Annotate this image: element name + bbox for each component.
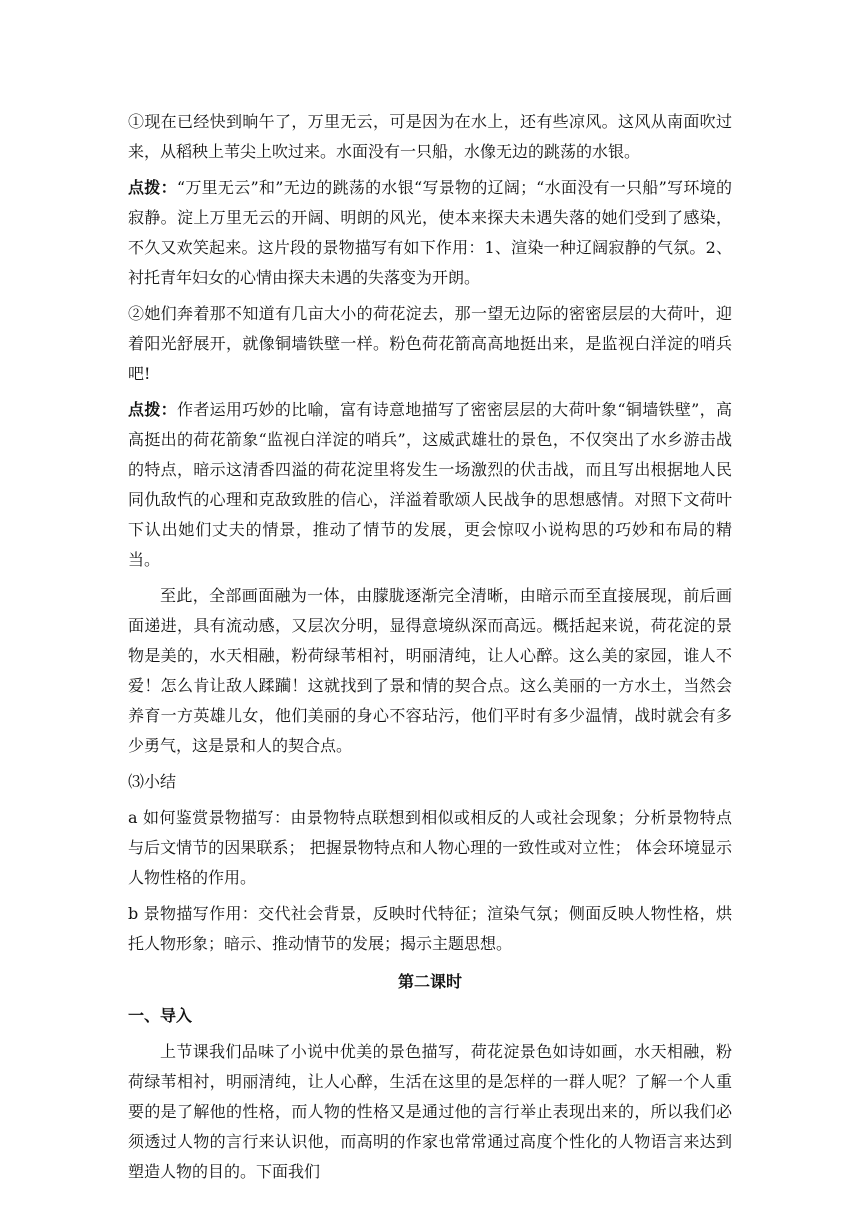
- paragraph-note-1: [128, 173, 732, 293]
- summary-heading: ⑶小结: [128, 772, 177, 791]
- paragraph-conclusion: 至此，全部画面融为一体，由朦胧逐渐完全清晰，由暗示而至直接展现，前后画面递进，具有流动感，又层次分明，显得意境纵深而高远。概括起来说，荷花淀的景物是美的，水天相融，粉荷绿苇相衬，明丽清纯，让人心醉。这么美的家园，谁人不爱！怎么肯让敌人蹂躏！这就找到了景和情的契合点。这么美丽的一方水土，当然会养育一方英雄儿女，他们美丽的身心不容玷污，他们平时有多少温情，战时就会有多少勇气，这是景和人的契合点。: [128, 586, 732, 755]
- note-text: “万里无云”和”无边的跳荡的水银“写景物的辽阔；“水面没有一只船”写环境的寂静。淀上万里无云的开阔、明朗的风光，使本来探夫未遇失落的她们受到了感染，不久又欢笑起来。这片段的景物描写有如下作用：1、渲染一种辽阔寂静的气氛。2、衬托青年妇女的心情由探夫未遇的失落变为开朗。: [128, 178, 732, 287]
- paragraph-note-2: [128, 395, 732, 575]
- summary-item-b: b 景物描写作用：交代社会背景，反映时代特征；渲染气氛；侧面反映人物性格，烘托人物形象；暗示、推动情节的发展；揭示主题思想。: [128, 904, 732, 953]
- lesson-title: 第二课时: [397, 972, 462, 991]
- note-text: 作者运用巧妙的比喻，富有诗意地描写了密密层层的大荷叶象“铜墙铁壁”，高高挺出的荷花箭象“监视白洋淀的哨兵”，这威武雄壮的景色，不仅突出了水乡游击战的特点，暗示这清香四溢的荷花淀里将发生一场激烈的伏击战，而且写出根据地人民同仇敌忾的心理和克敌致胜的信心，洋溢着歌颂人民战争的思想感情。对照下文荷叶下认出她们丈夫的情景，推动了情节的发展，更会惊叹小说构思的巧妙和布局的精当。: [128, 400, 732, 569]
- note-label: 点拨：: [128, 400, 177, 419]
- note-label: 点拨：: [128, 178, 177, 197]
- summary-item-a: a 如何鉴赏景物描写：由景物特点联想到相似或相反的人或社会现象；分析景物特点与后文情节的因果联系； 把握景物特点和人物心理的一致性或对立性； 体会环境显示人物性格的作用。: [128, 808, 732, 887]
- paragraph-scene-2: ②她们奔着那不知道有几亩大小的荷花淀去，那一望无边际的密密层层的大荷叶，迎着阳光舒展开，就像铜墙铁壁一样。粉色荷花箭高高地挺出来，是监视白洋淀的哨兵吧!: [128, 304, 732, 383]
- section-heading-intro: 一、导入: [128, 1006, 193, 1025]
- paragraph-scene-1: ①现在已经快到晌午了，万里无云，可是因为在水上，还有些凉风。这风从南面吹过来，从稻秧上苇尖上吹过来。水面没有一只船，水像无边的跳荡的水银。: [128, 112, 732, 161]
- paragraph-intro: 上节课我们品味了小说中优美的景色描写，荷花淀景色如诗如画，水天相融，粉荷绿苇相衬，明丽清纯，让人心醉，生活在这里的是怎样的一群人呢？了解一个人重要的是了解他的性格，而人物的性格又是通过他的言行举止表现出来的，所以我们必须透过人物的言行来认识他，而高明的作家也常常通过高度个性化的人物语言来达到塑造人物的目的。下面我们: [128, 1042, 732, 1181]
